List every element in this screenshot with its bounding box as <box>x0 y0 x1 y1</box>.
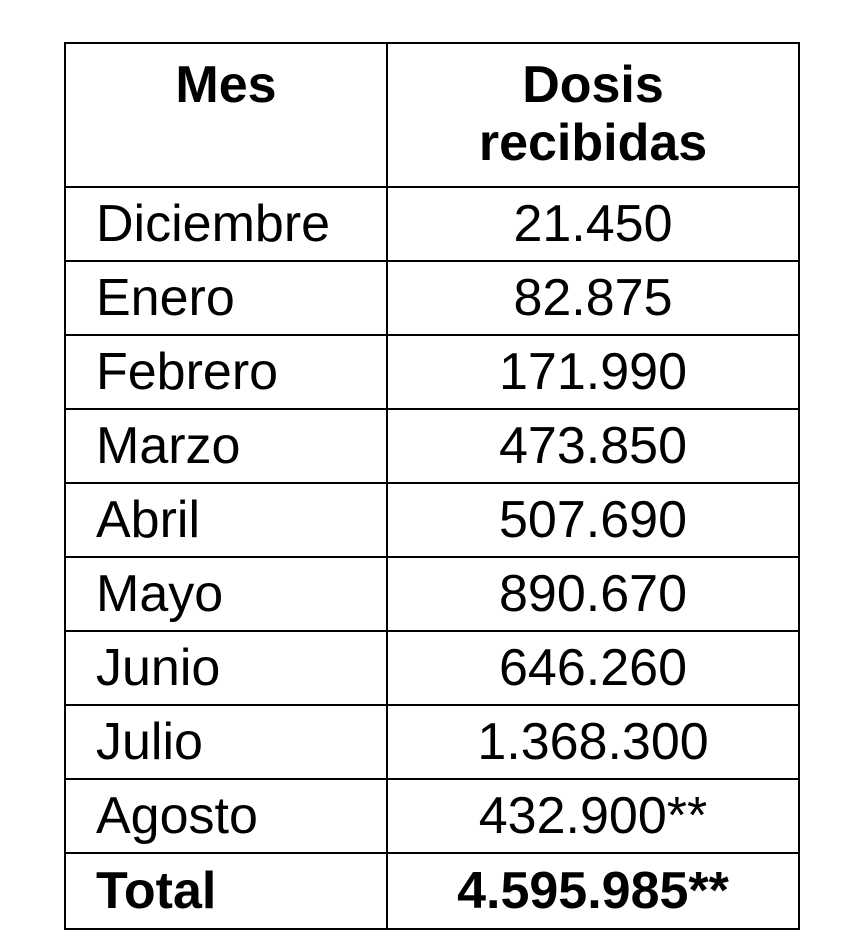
header-month-label: Mes <box>175 56 277 114</box>
month-cell: Agosto <box>65 779 387 853</box>
table-row <box>65 705 799 779</box>
table-row <box>65 261 799 335</box>
table-header-row <box>65 43 799 187</box>
table-row <box>65 483 799 557</box>
table-row <box>65 187 799 261</box>
header-doses-line2: recibidas <box>478 114 708 172</box>
month-cell: Febrero <box>65 335 387 409</box>
month-cell: Junio <box>65 631 387 705</box>
month-cell: Abril <box>65 483 387 557</box>
header-doses <box>387 43 799 187</box>
table-row <box>65 779 799 853</box>
doses-cell: 507.690 <box>387 483 799 557</box>
doses-cell: 890.670 <box>387 557 799 631</box>
header-doses-line1: Dosis <box>522 56 664 114</box>
month-cell: Diciembre <box>65 187 387 261</box>
doses-cell: 82.875 <box>387 261 799 335</box>
doses-cell: 473.850 <box>387 409 799 483</box>
header-month <box>65 43 387 187</box>
table-row <box>65 557 799 631</box>
table-row <box>65 409 799 483</box>
doses-cell: 646.260 <box>387 631 799 705</box>
doses-cell: 171.990 <box>387 335 799 409</box>
doses-table <box>64 42 800 930</box>
month-cell: Marzo <box>65 409 387 483</box>
doses-cell: 1.368.300 <box>387 705 799 779</box>
total-value: 4.595.985** <box>387 853 799 929</box>
doses-table-container <box>64 42 800 930</box>
table-row <box>65 631 799 705</box>
month-cell: Mayo <box>65 557 387 631</box>
month-cell: Julio <box>65 705 387 779</box>
doses-cell: 21.450 <box>387 187 799 261</box>
total-row <box>65 853 799 929</box>
month-cell: Enero <box>65 261 387 335</box>
doses-cell: 432.900** <box>387 779 799 853</box>
total-label: Total <box>65 853 387 929</box>
table-row <box>65 335 799 409</box>
